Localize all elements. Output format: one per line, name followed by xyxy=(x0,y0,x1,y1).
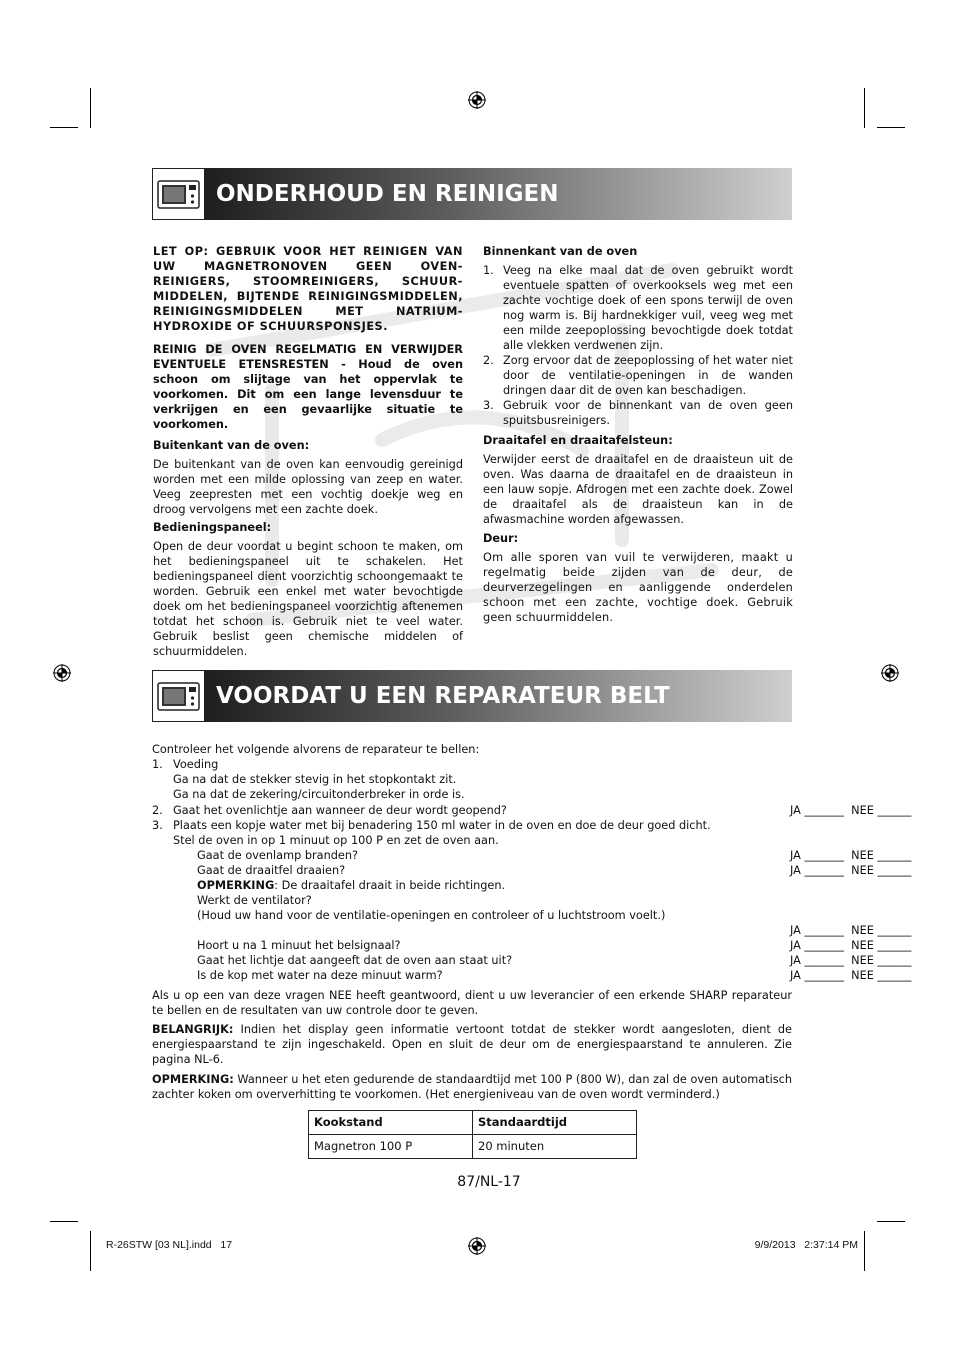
checklist-item: 1. Voeding xyxy=(152,758,219,771)
list-item: 2. Zorg ervoor dat de zeepoplossing of het water niet door de ventilatie-openingen in de wanden dringen daar dit de oven kan beschadigen. xyxy=(483,354,793,397)
section-title: ONDERHOUD EN REINIGEN xyxy=(216,181,559,207)
control-panel-text: Open de deur voordat u begint schoon te maken, om het bedieningspaneel uit te schakelen. Het bedieningspaneel dient voorzichtig schoongemaakt te worden. Gebruik een enkel met water bevochtigde doek om het bedieningspaneel voorzichtig aftenemen totdat het schoon is. Gebruik niet te veel water. Gebruik beslist geen chemische middelen of schuurmiddelen. xyxy=(153,540,463,658)
checklist-line: Werkt de ventilator? xyxy=(197,894,312,907)
microwave-icon xyxy=(152,670,205,722)
table-cell: Magnetron 100 P xyxy=(309,1135,473,1159)
crop-mark xyxy=(864,88,865,128)
crop-mark xyxy=(50,127,78,128)
table-cell: 20 minuten xyxy=(473,1135,637,1159)
turntable-heading: Draaitafel en draaitafelsteun: xyxy=(483,434,673,447)
column-header: Kookstand xyxy=(309,1111,473,1135)
interior-heading: Binnenkant van de oven xyxy=(483,245,638,258)
checklist-line: Hoort u na 1 minuut het belsignaal? JA _______ NEE ______ xyxy=(197,939,912,952)
checklist-line: (Houd uw hand voor de ventilatie-openingen en controleer of u luchtstroom voelt.) xyxy=(197,909,666,922)
yes-no-answer: JA _______ NEE ______ xyxy=(790,849,912,862)
checklist-line: Gaat de ovenlamp branden? JA _______ NEE ______ xyxy=(197,849,912,862)
maintenance-left-column xyxy=(153,244,463,659)
door-text: Om alle sporen van vuil te verwijderen, maakt u regelmatig beide zijden van de deur, de deurverzegelingen en aanliggende onderdelen schoon met een zachte, vochtige doek. Gebruik geen schuurmiddelen. xyxy=(483,551,793,624)
registration-mark-icon xyxy=(468,1237,486,1255)
crop-mark xyxy=(90,88,91,128)
crop-mark xyxy=(50,1221,78,1222)
maintenance-right-column xyxy=(483,244,793,625)
checklist-line: Stel de oven in op 1 minuut op 100 P en zet de oven aan. xyxy=(173,834,499,847)
remark-note: OPMERKING: Wanneer u het eten gedurende de standaardtijd met 100 P (800 W), dan zal de oven automatisch zachter koken om oververhitting te voorkomen. (Het energieniveau van de oven wordt verminderd.) xyxy=(152,1073,792,1101)
footer-file-name: R-26STW [03 NL].indd 17 xyxy=(106,1239,233,1251)
crop-mark xyxy=(877,1221,905,1222)
registration-mark-icon xyxy=(468,91,486,109)
checklist-line: Ga na dat de stekker stevig in het stopkontakt zit. xyxy=(173,773,457,786)
checklist-item: 3. Plaats een kopje water met bij benadering 150 ml water in de oven en doe de deur goed dicht. xyxy=(152,819,711,832)
exterior-heading: Buitenkant van de oven: xyxy=(153,439,310,452)
exterior-text: De buitenkant van de oven kan eenvoudig gereinigd worden met een milde oplossing van zeep en water. Veeg zeepresten met een vochtig doekje weg en droog vervolgens met een zachte doek. xyxy=(153,458,463,516)
section-banner-troubleshooting xyxy=(152,670,792,724)
yes-no-answer: JA _______ NEE ______ xyxy=(790,939,912,952)
yes-no-answer: JA _______ NEE ______ xyxy=(790,969,912,982)
registration-mark-icon xyxy=(881,664,899,682)
checklist-line: Gaat de draaitfel draaien? JA _______ NEE ______ xyxy=(197,864,912,877)
nee-instructions: Als u op een van deze vragen NEE heeft geantwoord, dient u uw leverancier of een erkende SHARP reparateur te bellen en de resultaten van uw controle door te geven. xyxy=(152,989,792,1017)
footer-timestamp: 9/9/2013 2:37:14 PM xyxy=(754,1239,858,1251)
column-header: Standaardtijd xyxy=(473,1111,637,1135)
door-heading: Deur: xyxy=(483,532,519,545)
interior-list xyxy=(483,263,793,428)
crop-mark xyxy=(864,1231,865,1271)
crop-mark xyxy=(90,1231,91,1271)
registration-mark-icon xyxy=(53,664,71,682)
checklist-item: 2. Gaat het ovenlichtje aan wanneer de deur wordt geopend? JA _______ NEE ______ xyxy=(152,804,912,817)
cleaning-warning: LET OP: GEBRUIK VOOR HET REINIGEN VAN UW MAGNETRONOVEN GEEN OVEN-REINIGERS, STOOMREINIGERS, SCHUUR-MIDDELEN, BIJTENDE REINIGINGSMIDDELEN, REINIGINGSMIDDELEN MET NATRIUM-HYDROXIDE OF SCHUURSPONSJES. xyxy=(153,245,463,333)
crop-mark xyxy=(877,127,905,128)
checklist-line: OPMERKING: De draaitafel draait in beide richtingen. xyxy=(197,879,506,892)
table-row xyxy=(309,1135,637,1159)
checklist-line: Ga na dat de zekering/circuitonderbreker in orde is. xyxy=(173,788,465,801)
cooking-time-table xyxy=(308,1110,637,1159)
control-panel-heading: Bedieningspaneel: xyxy=(153,521,272,534)
checklist-line: Gaat het lichtje dat aangeeft dat de oven aan staat uit? JA _______ NEE ______ xyxy=(197,954,912,967)
important-note: BELANGRIJK: Indien het display geen informatie vertoont totdat de stekker wordt aangesloten, dient de energiespaarstand te zijn ingeschakeld. Open en sluit de deur om de energiespaarstand te annuleren. Zie pagina NL-6. xyxy=(152,1023,793,1066)
turntable-text: Verwijder eerst de draaitafel en de draaisteun uit de oven. Was daarna de draaitafel en de draaisteun in een lauw sopje. Afdrogen met een zachte doek. Zowel de draaitafel als de draaisteun kan in de afwasmachine worden afgewassen. xyxy=(483,453,793,526)
yes-no-answer: JA _______ NEE ______ xyxy=(790,864,912,877)
page-number: 87/NL-17 xyxy=(457,1174,521,1190)
regular-cleaning-note: REINIG DE OVEN REGELMATIG EN VERWIJDER EVENTUELE ETENSRESTEN - Houd de oven schoon om slijtage van het oppervlak te voorkomen. Dit om een lange levensduur te verkrijgen en een gevaarlijke situatie te voorkomen. xyxy=(153,343,463,431)
yes-no-answer: JA _______ NEE ______ xyxy=(790,924,912,937)
section-banner-maintenance xyxy=(152,168,792,222)
list-item: 3. Gebruik voor de binnenkant van de oven geen spuitsbusreinigers. xyxy=(483,399,793,427)
microwave-icon xyxy=(152,168,205,220)
section-title: VOORDAT U EEN REPARATEUR BELT xyxy=(216,683,670,709)
checklist-line: Is de kop met water na deze minuut warm? JA _______ NEE ______ xyxy=(197,969,912,982)
yes-no-answer: JA _______ NEE ______ xyxy=(790,954,912,967)
table-header-row xyxy=(309,1111,637,1135)
checklist-intro: Controleer het volgende alvorens de reparateur te bellen: xyxy=(152,743,480,756)
list-item: 1. Veeg na elke maal dat de oven gebruikt wordt eventuele spatten of overkooksels weg met een zachte vochtige doek of een spons terwijl de oven nog warm is. Bij hardnekkiger vuil, veeg weg met een milde zeepoplossing bevochtigde doek totdat alle vlekken verdwenen zijn. xyxy=(483,264,793,352)
checklist-line xyxy=(152,923,912,938)
yes-no-answer: JA _______ NEE ______ xyxy=(790,804,912,817)
